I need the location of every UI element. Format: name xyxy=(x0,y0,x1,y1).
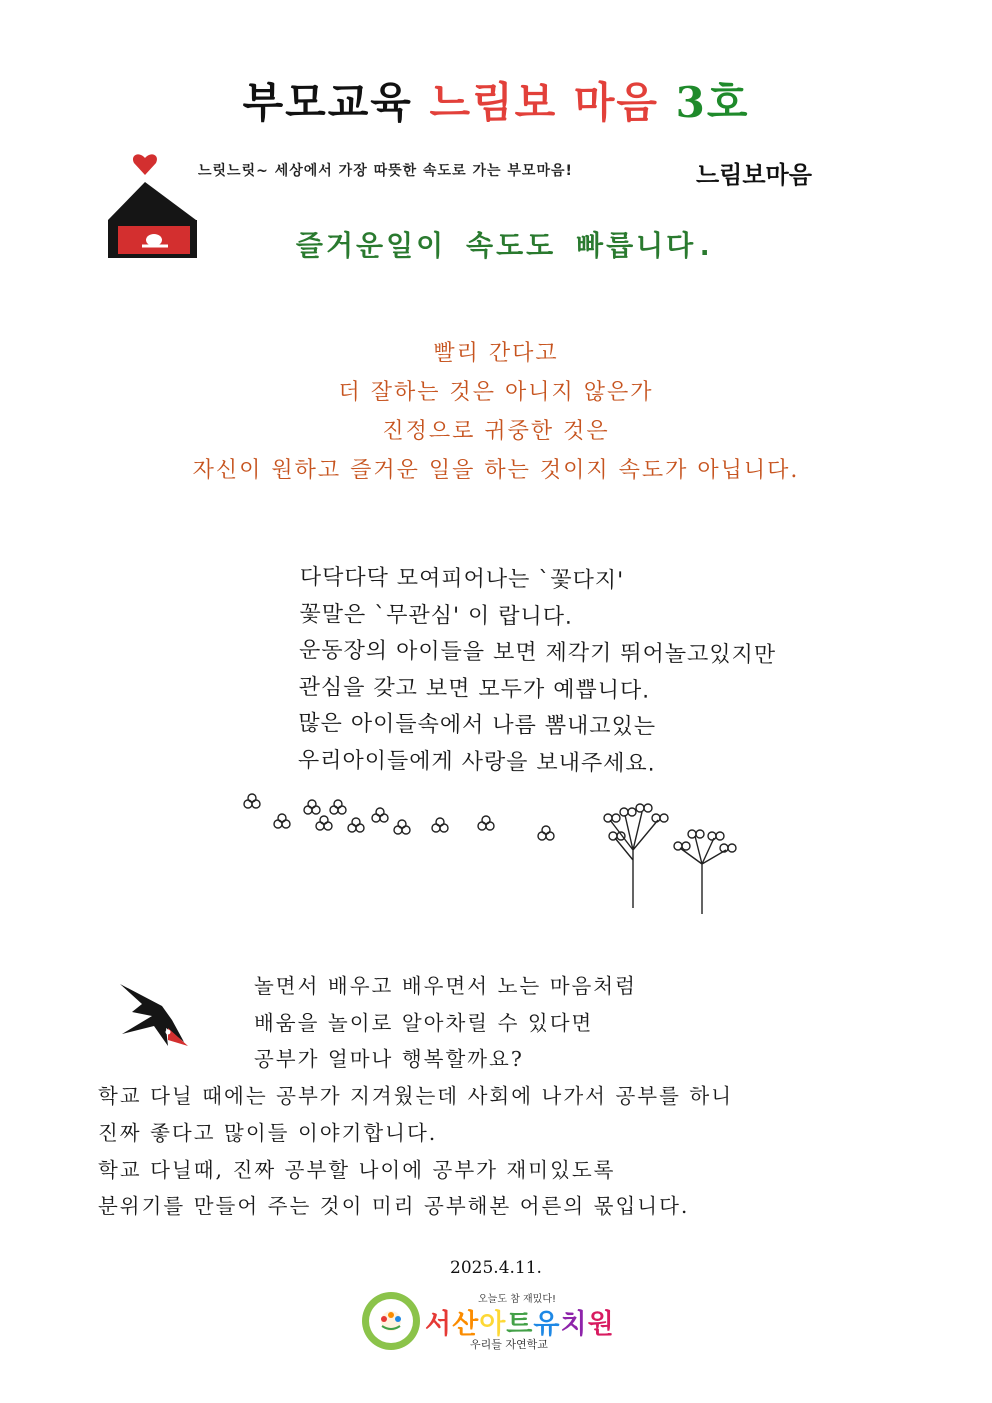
handwritten-line: 운동장의 아이들을 보면 제각기 뛰어놀고있지만 xyxy=(298,637,777,668)
logo-slogan: 오늘도 참 재밌다! xyxy=(478,1294,556,1305)
handwritten-line: 관심을 갖고 보면 모두가 예쁩니다. xyxy=(298,674,651,704)
subtitle: 즐거운일이 속도도 빠릅니다. xyxy=(295,229,717,262)
handwritten-note xyxy=(298,560,860,785)
page-title xyxy=(0,70,992,130)
handwritten-line: 우리아이들에게 사랑을 보내주세요. xyxy=(297,747,656,777)
poem-line: 더 잘하는 것은 아니지 않은가 xyxy=(338,380,654,405)
body-line: 공부가 얼마나 행복할까요? xyxy=(254,1047,524,1072)
tagline: 느릿느릿~ 세상에서 가장 따뜻한 속도로 가는 부모마음! xyxy=(198,163,573,179)
poem-line: 빨리 간다고 xyxy=(433,341,559,366)
body-text xyxy=(98,968,898,1225)
school-name-char: 원 xyxy=(587,1309,615,1340)
title-part-2: 느림보 마음 xyxy=(429,78,659,127)
handwritten-line: 많은 아이들속에서 나름 뽐내고있는 xyxy=(298,710,657,740)
school-name-char: 유 xyxy=(533,1309,561,1340)
school-name-char: 산 xyxy=(452,1309,480,1340)
title-part-3: 3호 xyxy=(675,78,750,127)
logo-subtitle: 우리들 자연학교 xyxy=(470,1338,548,1351)
title-part-1: 부모교육 xyxy=(242,78,413,127)
body-line: 분위기를 만들어 주는 것이 미리 공부해본 어른의 몫입니다. xyxy=(98,1194,690,1219)
date: 2025.4.11. xyxy=(450,1258,542,1278)
school-name-char: 서 xyxy=(425,1309,453,1340)
poem-line: 자신이 원하고 즐거운 일을 하는 것이지 속도가 아닙니다. xyxy=(192,458,800,483)
body-line: 진짜 좋다고 많이들 이야기합니다. xyxy=(98,1120,438,1145)
body-line: 놀면서 배우고 배우면서 노는 마음처럼 xyxy=(254,974,637,998)
school-name-char: 치 xyxy=(560,1309,588,1340)
school-name-char: 트 xyxy=(506,1309,534,1340)
body-line: 학교 다닐때, 진짜 공부할 나이에 공부가 재미있도록 xyxy=(98,1157,616,1182)
body-line: 학교 다닐 때에는 공부가 지겨웠는데 사회에 나가서 공부를 하니 xyxy=(98,1084,734,1109)
flowers-illustration-icon xyxy=(230,790,750,920)
school-name-char: 아 xyxy=(479,1309,507,1340)
body-line: 배움을 놀이로 알아차릴 수 있다면 xyxy=(254,1010,594,1035)
brand-name: 느림보마음 xyxy=(696,161,812,189)
handwritten-line: 꽃말은 `무관심' 이 랍니다. xyxy=(299,601,574,630)
handwritten-line: 다닥다닥 모여피어나는 `꽃다지' xyxy=(299,564,625,594)
school-emblem-icon xyxy=(360,1290,422,1352)
poem-line: 진정으로 귀중한 것은 xyxy=(382,419,610,444)
poem xyxy=(0,334,992,490)
